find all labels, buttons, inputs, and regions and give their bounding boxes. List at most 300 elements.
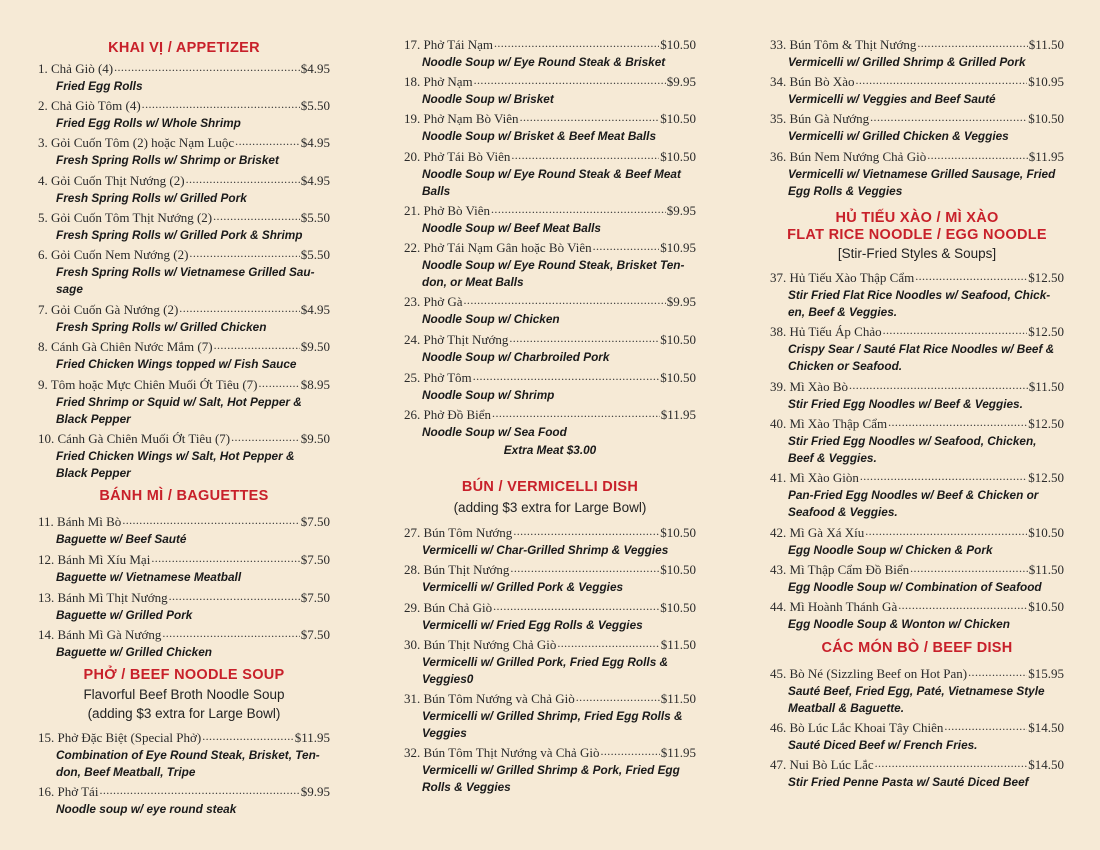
menu-item-name: 7. Gỏi Cuốn Gà Nướng (2) xyxy=(38,302,179,317)
menu-item-price: $4.95 xyxy=(300,302,330,317)
menu-item-description: Veggies0 xyxy=(422,672,474,686)
menu-item-price: $14.50 xyxy=(1028,720,1064,735)
menu-item-line xyxy=(770,323,1064,341)
menu-item xyxy=(404,561,696,596)
menu-item-name: 27. Bún Tôm Nướng xyxy=(404,525,513,540)
dot-leader xyxy=(600,745,659,757)
menu-item-description: Vermicelli w/ Grilled Pork, Fried Egg Rolls & xyxy=(422,655,669,669)
menu-item xyxy=(38,430,330,482)
menu-item xyxy=(404,369,696,404)
menu-item-description: Vermicelli w/ Grilled Shrimp & Pork, Fried Egg xyxy=(422,763,680,777)
menu-item-line xyxy=(404,690,696,708)
menu-item-description: Stir Fried Egg Noodles w/ Beef & Veggies. xyxy=(788,397,1023,411)
menu-item-price: $5.50 xyxy=(300,247,330,262)
dot-leader xyxy=(202,730,293,742)
menu-item-price: $10.50 xyxy=(1028,525,1064,540)
menu-item-name: 41. Mì Xào Giòn xyxy=(770,470,859,485)
menu-item xyxy=(770,378,1064,413)
dot-leader xyxy=(231,431,300,443)
menu-item-line xyxy=(38,172,330,190)
menu-item-price: $10.50 xyxy=(660,600,696,615)
menu-item-name: 16. Phở Tái xyxy=(38,784,99,799)
menu-item-description: Black Pepper xyxy=(56,412,131,426)
menu-item-description: Vermicelli w/ Grilled Pork & Veggies xyxy=(422,580,624,594)
menu-item-price: $9.95 xyxy=(666,294,696,309)
dot-leader xyxy=(849,379,1028,391)
section-subtitle-stir-fried: [Stir-Fried Styles & Soups] xyxy=(837,246,997,261)
menu-item-name: 22. Phở Tái Nạm Gân hoặc Bò Viên xyxy=(404,240,592,255)
dot-leader xyxy=(915,270,1027,282)
menu-item-name: 29. Bún Chả Giò xyxy=(404,600,493,615)
menu-item-line xyxy=(38,589,330,607)
menu-item-line xyxy=(404,561,696,579)
menu-item-description: Baguette w/ Grilled Pork xyxy=(56,608,193,622)
dot-leader xyxy=(214,339,300,351)
menu-item-line xyxy=(770,110,1064,128)
menu-item-name: 34. Bún Bò Xào xyxy=(770,74,855,89)
menu-item-description: Stir Fried Flat Rice Noodles w/ Seafood, Chick- xyxy=(788,288,1051,302)
menu-item xyxy=(38,97,330,132)
menu-item-description: Vermicelli w/ Grilled Chicken & Veggies xyxy=(788,129,1009,143)
menu-item-name: 38. Hủ Tiếu Áp Chảo xyxy=(770,324,882,339)
menu-item xyxy=(38,513,330,548)
menu-item-name: 12. Bánh Mì Xíu Mại xyxy=(38,552,151,567)
menu-item-description: Noodle Soup w/ Eye Round Steak & Beef Meat xyxy=(422,167,681,181)
menu-item-name: 35. Bún Gà Nướng xyxy=(770,111,870,126)
dot-leader xyxy=(576,691,660,703)
menu-item-line xyxy=(770,524,1064,542)
menu-item-description: Fried Shrimp or Squid w/ Salt, Hot Pepper & xyxy=(56,395,302,409)
section-title-vermicelli: BÚN / VERMICELLI DISH xyxy=(461,479,639,495)
menu-item-price: $7.50 xyxy=(300,514,330,529)
dot-leader xyxy=(169,590,300,602)
dot-leader xyxy=(186,173,300,185)
dot-leader xyxy=(491,203,666,215)
menu-item-name: 28. Bún Thịt Nướng xyxy=(404,562,510,577)
dot-leader xyxy=(860,470,1027,482)
dot-leader xyxy=(213,210,300,222)
menu-item-name: 2. Chả Giò Tôm (4) xyxy=(38,98,141,113)
menu-item xyxy=(770,73,1064,108)
dot-leader xyxy=(179,302,299,314)
menu-item-description: Noodle Soup w/ Beef Meat Balls xyxy=(422,221,601,235)
menu-item-name: 30. Bún Thịt Nướng Chả Giò xyxy=(404,637,557,652)
menu-item xyxy=(404,293,696,328)
menu-item-name: 10. Cánh Gà Chiên Muối Ớt Tiêu (7) xyxy=(38,431,231,446)
menu-item-line xyxy=(770,73,1064,91)
menu-item-description: Sauté Diced Beef w/ French Fries. xyxy=(788,738,978,752)
menu-item-description: Fried Chicken Wings topped w/ Fish Sauce xyxy=(56,357,297,371)
menu-item-description: Baguette w/ Grilled Chicken xyxy=(56,645,213,659)
menu-item-price: $7.50 xyxy=(300,552,330,567)
menu-item-description: Fresh Spring Rolls w/ Vietnamese Grilled Sau- xyxy=(56,265,315,279)
section-title-beef-dish: CÁC MÓN BÒ / BEEF DISH xyxy=(821,640,1013,656)
menu-item-line xyxy=(770,561,1064,579)
dot-leader xyxy=(494,37,659,49)
section-title-stir-fried-1: HỦ TIẾU XÀO / MÌ XÀO xyxy=(835,210,999,226)
section-subtitle-pho-1: Flavorful Beef Broth Noodle Soup xyxy=(83,687,285,702)
menu-item-line xyxy=(38,134,330,152)
menu-item-description: Pan-Fried Egg Noodles w/ Beef & Chicken or xyxy=(788,488,1039,502)
menu-item-name: 8. Cánh Gà Chiên Nước Mắm (7) xyxy=(38,339,213,354)
menu-item-name: 46. Bò Lúc Lắc Khoai Tây Chiên xyxy=(770,720,944,735)
menu-item-description: Vermicelli w/ Fried Egg Rolls & Veggies xyxy=(422,618,643,632)
menu-item xyxy=(404,73,696,108)
menu-item-description: Fried Egg Rolls w/ Whole Shrimp xyxy=(56,116,241,130)
menu-item-price: $11.50 xyxy=(1028,379,1064,394)
menu-item-line xyxy=(404,331,696,349)
dot-leader xyxy=(99,784,299,796)
menu-item-description: Noodle Soup w/ Sea Food xyxy=(422,425,567,439)
menu-item-line xyxy=(38,376,330,394)
dot-leader xyxy=(888,416,1027,428)
menu-item-description: Noodle Soup w/ Eye Round Steak, Brisket Ten- xyxy=(422,258,685,272)
section-title-stir-fried-2: FLAT RICE NOODLE / EGG NOODLE xyxy=(787,227,1047,243)
menu-item-description: Balls xyxy=(422,184,451,198)
menu-item-price: $10.95 xyxy=(1028,74,1064,89)
menu-item-description: Beef & Veggies. xyxy=(788,451,877,465)
dot-leader xyxy=(865,525,1027,537)
menu-item-price: $4.95 xyxy=(300,135,330,150)
menu-item-name: 4. Gỏi Cuốn Thịt Nướng (2) xyxy=(38,173,185,188)
menu-item xyxy=(770,36,1064,71)
menu-item-description: Rolls & Veggies xyxy=(422,780,511,794)
dot-leader xyxy=(557,637,659,649)
menu-item-line xyxy=(404,524,696,542)
menu-item-name: 11. Bánh Mì Bò xyxy=(38,514,122,529)
section-title-appetizer: KHAI VỊ / APPETIZER xyxy=(108,40,260,56)
menu-item-price: $9.95 xyxy=(300,784,330,799)
dot-leader xyxy=(875,757,1028,769)
menu-item-description: Baguette w/ Vietnamese Meatball xyxy=(56,570,242,584)
menu-item xyxy=(404,239,696,291)
dot-leader xyxy=(259,377,300,389)
menu-item-description: Noodle Soup w/ Brisket & Beef Meat Balls xyxy=(422,129,657,143)
menu-item xyxy=(404,148,696,200)
menu-item xyxy=(770,756,1064,791)
menu-item-description: Stir Fried Egg Noodles w/ Seafood, Chicken, xyxy=(788,434,1037,448)
menu-item-price: $12.50 xyxy=(1028,270,1064,285)
menu-item-name: 14. Bánh Mì Gà Nướng xyxy=(38,627,162,642)
menu-item-price: $8.95 xyxy=(300,377,330,392)
menu-item-name: 13. Bánh Mì Thịt Nướng xyxy=(38,590,168,605)
menu-item-description: Egg Noodle Soup w/ Combination of Seafood xyxy=(788,580,1042,594)
menu-item-name: 21. Phở Bò Viên xyxy=(404,203,491,218)
dot-leader xyxy=(473,370,660,382)
menu-item-price: $10.50 xyxy=(660,111,696,126)
menu-item-price: $10.50 xyxy=(660,525,696,540)
menu-item xyxy=(38,301,330,336)
menu-item-line xyxy=(38,783,330,801)
menu-item-description: Fried Chicken Wings w/ Salt, Hot Pepper & xyxy=(56,449,295,463)
menu-item-description: en, Beef & Veggies. xyxy=(788,305,898,319)
menu-item-description: Crispy Sear / Sauté Flat Rice Noodles w/ Beef & xyxy=(788,342,1055,356)
dot-leader xyxy=(474,74,666,86)
dot-leader xyxy=(151,552,299,564)
menu-item-description: Vermicelli w/ Vietnamese Grilled Sausage, Fried xyxy=(788,167,1056,181)
menu-item-name: 1. Chả Giò (4) xyxy=(38,61,114,76)
menu-item-description: Egg Rolls & Veggies xyxy=(788,184,903,198)
menu-item-description: Chicken or Seafood. xyxy=(788,359,903,373)
menu-item-name: 37. Hủ Tiếu Xào Thập Cẩm xyxy=(770,270,915,285)
dot-leader xyxy=(883,324,1028,336)
menu-item-line xyxy=(38,551,330,569)
menu-item-price: $12.50 xyxy=(1028,416,1064,431)
menu-item-name: 6. Gỏi Cuốn Nem Nướng (2) xyxy=(38,247,189,262)
menu-item xyxy=(770,269,1064,321)
dot-leader xyxy=(927,149,1028,161)
menu-item-name: 42. Mì Gà Xá Xíu xyxy=(770,525,865,540)
menu-item-name: 47. Nui Bò Lúc Lắc xyxy=(770,757,874,772)
menu-item-description: Combination of Eye Round Steak, Brisket, Ten- xyxy=(56,748,320,762)
menu-item xyxy=(404,202,696,237)
dot-leader xyxy=(944,720,1027,732)
menu-item-name: 26. Phở Đồ Biển xyxy=(404,407,492,422)
menu-item-line xyxy=(770,148,1064,166)
menu-item xyxy=(770,598,1064,633)
menu-item-description: Fried Egg Rolls xyxy=(56,79,143,93)
menu-item-description: Meatball & Baguette. xyxy=(788,701,905,715)
menu-item-description: Sauté Beef, Fried Egg, Paté, Vietnamese Style xyxy=(788,684,1045,698)
menu-item xyxy=(38,246,330,298)
menu-item-description: Veggies xyxy=(422,726,467,740)
dot-leader xyxy=(511,149,659,161)
menu-item-line xyxy=(404,636,696,654)
dot-leader xyxy=(513,525,659,537)
menu-item-price: $14.50 xyxy=(1028,757,1064,772)
menu-item-name: 45. Bò Né (Sizzling Beef on Hot Pan) xyxy=(770,666,968,681)
menu-item-line xyxy=(404,406,696,424)
menu-item xyxy=(38,729,330,781)
menu-item-line xyxy=(770,415,1064,433)
menu-item-price: $11.95 xyxy=(294,730,330,745)
dot-leader xyxy=(510,562,659,574)
menu-item-price: $7.50 xyxy=(300,590,330,605)
menu-item xyxy=(38,626,330,661)
menu-item-price: $11.50 xyxy=(660,691,696,706)
dot-leader xyxy=(122,514,299,526)
menu-item-description: Noodle Soup w/ Chicken xyxy=(422,312,560,326)
menu-item-line xyxy=(38,60,330,78)
menu-item-name: 5. Gỏi Cuốn Tôm Thịt Nướng (2) xyxy=(38,210,213,225)
menu-item-name: 23. Phở Gà xyxy=(404,294,463,309)
menu-item xyxy=(404,636,696,688)
menu-item-price: $10.50 xyxy=(660,562,696,577)
menu-item xyxy=(38,172,330,207)
menu-item-description: Fresh Spring Rolls w/ Shrimp or Brisket xyxy=(56,153,279,167)
dot-leader xyxy=(917,37,1027,49)
menu-item xyxy=(38,338,330,373)
menu-item-line xyxy=(38,209,330,227)
menu-item-price: $12.50 xyxy=(1028,324,1064,339)
menu-item-description: Noodle Soup w/ Eye Round Steak & Brisket xyxy=(422,55,666,69)
menu-item-price: $10.50 xyxy=(660,332,696,347)
dot-leader xyxy=(509,332,659,344)
menu-item-name: 31. Bún Tôm Nướng và Chả Giò xyxy=(404,691,575,706)
menu-item xyxy=(770,665,1064,717)
menu-item xyxy=(38,209,330,244)
menu-item xyxy=(38,551,330,586)
menu-item-description: Vermicelli w/ Grilled Shrimp & Grilled Pork xyxy=(788,55,1026,69)
menu-item xyxy=(404,110,696,145)
menu-item xyxy=(38,134,330,169)
menu-item-line xyxy=(770,469,1064,487)
menu-item xyxy=(404,406,696,441)
dot-leader xyxy=(968,666,1027,678)
menu-item-description: Fresh Spring Rolls w/ Grilled Chicken xyxy=(56,320,267,334)
menu-item-price: $10.95 xyxy=(660,240,696,255)
menu-item-line xyxy=(404,599,696,617)
menu-item xyxy=(38,783,330,818)
menu-item-price: $10.50 xyxy=(660,149,696,164)
menu-item xyxy=(770,719,1064,754)
dot-leader xyxy=(910,562,1028,574)
menu-item-price: $11.50 xyxy=(660,637,696,652)
menu-item-price: $11.50 xyxy=(1028,37,1064,52)
menu-item xyxy=(770,469,1064,521)
menu-item-price: $11.50 xyxy=(1028,562,1064,577)
menu-item-price: $4.95 xyxy=(300,173,330,188)
menu-item-description: Seafood & Veggies. xyxy=(788,505,898,519)
menu-item-description: Stir Fried Penne Pasta w/ Sauté Diced Beef xyxy=(788,775,1029,789)
menu-item-description: Fresh Spring Rolls w/ Grilled Pork & Shrimp xyxy=(56,228,303,242)
menu-item-line xyxy=(404,73,696,91)
menu-item xyxy=(404,331,696,366)
menu-item-name: 32. Bún Tôm Thịt Nướng và Chả Giò xyxy=(404,745,600,760)
dot-leader xyxy=(142,98,300,110)
menu-item xyxy=(770,524,1064,559)
menu-item-price: $7.50 xyxy=(300,627,330,642)
menu-item-description: sage xyxy=(56,282,83,296)
menu-item-price: $10.50 xyxy=(660,37,696,52)
menu-item-name: 9. Tôm hoặc Mực Chiên Muối Ớt Tiêu (7) xyxy=(38,377,258,392)
menu-item-line xyxy=(38,513,330,531)
menu-item xyxy=(404,690,696,742)
menu-item-line xyxy=(404,239,696,257)
menu-item-name: 36. Bún Nem Nướng Chả Giò xyxy=(770,149,927,164)
menu-item-line xyxy=(404,36,696,54)
menu-item xyxy=(770,110,1064,145)
menu-item-line xyxy=(770,378,1064,396)
menu-item-name: 39. Mì Xào Bò xyxy=(770,379,848,394)
menu-item-price: $10.50 xyxy=(1028,111,1064,126)
menu-item-price: $11.95 xyxy=(1028,149,1064,164)
menu-item-line xyxy=(38,626,330,644)
menu-item xyxy=(770,148,1064,200)
menu-item-name: 25. Phở Tôm xyxy=(404,370,472,385)
menu-item-line xyxy=(38,301,330,319)
menu-item-name: 33. Bún Tôm & Thịt Nướng xyxy=(770,37,917,52)
menu-item-price: $9.50 xyxy=(300,339,330,354)
menu-item-line xyxy=(770,719,1064,737)
menu-item-description: Noodle soup w/ eye round steak xyxy=(56,802,237,816)
menu-item-line xyxy=(38,430,330,448)
dot-leader xyxy=(492,407,660,419)
menu-item-line xyxy=(770,756,1064,774)
dot-leader xyxy=(898,599,1027,611)
menu-item-line xyxy=(38,338,330,356)
dot-leader xyxy=(189,247,299,259)
menu-item-description: Egg Noodle Soup & Wonton w/ Chicken xyxy=(788,617,1010,631)
menu-item-name: 3. Gỏi Cuốn Tôm (2) hoặc Nạm Luộc xyxy=(38,135,235,150)
dot-leader xyxy=(162,627,299,639)
dot-leader xyxy=(520,111,660,123)
menu-item-line xyxy=(770,598,1064,616)
menu-item-description: Noodle Soup w/ Charbroiled Pork xyxy=(422,350,610,364)
menu-item-line xyxy=(404,110,696,128)
menu-item xyxy=(404,36,696,71)
menu-item-description: Fresh Spring Rolls w/ Grilled Pork xyxy=(56,191,247,205)
menu-item-price: $9.95 xyxy=(666,203,696,218)
menu-item-line xyxy=(404,293,696,311)
menu-item-description: don, or Meat Balls xyxy=(422,275,524,289)
menu-item xyxy=(404,744,696,796)
menu-item-price: $9.50 xyxy=(300,431,330,446)
section-title-baguettes: BÁNH MÌ / BAGUETTES xyxy=(99,488,269,504)
menu-item xyxy=(770,561,1064,596)
menu-item-price: $5.50 xyxy=(300,210,330,225)
menu-item xyxy=(404,599,696,634)
menu-item-name: 43. Mì Thập Cẩm Đồ Biển xyxy=(770,562,910,577)
menu-item xyxy=(770,323,1064,375)
menu-item-description: Vermicelli w/ Veggies and Beef Sauté xyxy=(788,92,996,106)
menu-item-price: $15.95 xyxy=(1028,666,1064,681)
dot-leader xyxy=(856,74,1028,86)
menu-item-price: $10.50 xyxy=(1028,599,1064,614)
menu-item-price: $10.50 xyxy=(660,370,696,385)
menu-item-name: 15. Phở Đặc Biệt (Special Phở) xyxy=(38,730,202,745)
menu-item-description: don, Beef Meatball, Tripe xyxy=(56,765,196,779)
menu-item-name: 20. Phở Tái Bò Viên xyxy=(404,149,511,164)
menu-item-name: 19. Phở Nạm Bò Viên xyxy=(404,111,519,126)
menu-item-line xyxy=(770,665,1064,683)
menu-item xyxy=(770,415,1064,467)
menu-item-line xyxy=(404,744,696,762)
menu-item-name: 17. Phở Tái Nạm xyxy=(404,37,493,52)
menu-item-price: $11.95 xyxy=(660,745,696,760)
menu-item-description: Vermicelli w/ Grilled Shrimp, Fried Egg Rolls & xyxy=(422,709,683,723)
menu-item-line xyxy=(38,246,330,264)
menu-item-name: 18. Phở Nạm xyxy=(404,74,473,89)
menu-item-description: Vermicelli w/ Char-Grilled Shrimp & Veggies xyxy=(422,543,669,557)
menu-item-line xyxy=(770,269,1064,287)
menu-item-description: Noodle Soup w/ Brisket xyxy=(422,92,554,106)
menu-item xyxy=(38,589,330,624)
section-title-pho: PHỞ / BEEF NOODLE SOUP xyxy=(83,667,285,683)
menu-item-description: Noodle Soup w/ Shrimp xyxy=(422,388,555,402)
menu-item-description: Baguette w/ Beef Sauté xyxy=(56,532,187,546)
menu-item-price: $5.50 xyxy=(300,98,330,113)
menu-item-line xyxy=(770,36,1064,54)
menu-item-price: $4.95 xyxy=(300,61,330,76)
dot-leader xyxy=(870,111,1027,123)
dot-leader xyxy=(464,294,666,306)
menu-item xyxy=(404,524,696,559)
menu-item-description: Egg Noodle Soup w/ Chicken & Pork xyxy=(788,543,993,557)
dot-leader xyxy=(235,135,300,147)
menu-item-line xyxy=(404,202,696,220)
section-subtitle-vermicelli: (adding $3 extra for Large Bowl) xyxy=(453,500,647,515)
menu-item-line xyxy=(404,148,696,166)
menu-item-line xyxy=(404,369,696,387)
extra-meat-note: Extra Meat $3.00 xyxy=(503,443,597,457)
dot-leader xyxy=(114,61,300,73)
menu-item-name: 40. Mì Xào Thập Cẩm xyxy=(770,416,888,431)
menu-item-line xyxy=(38,729,330,747)
menu-item xyxy=(38,376,330,428)
menu-item-description: Black Pepper xyxy=(56,466,131,480)
menu-item-line xyxy=(38,97,330,115)
